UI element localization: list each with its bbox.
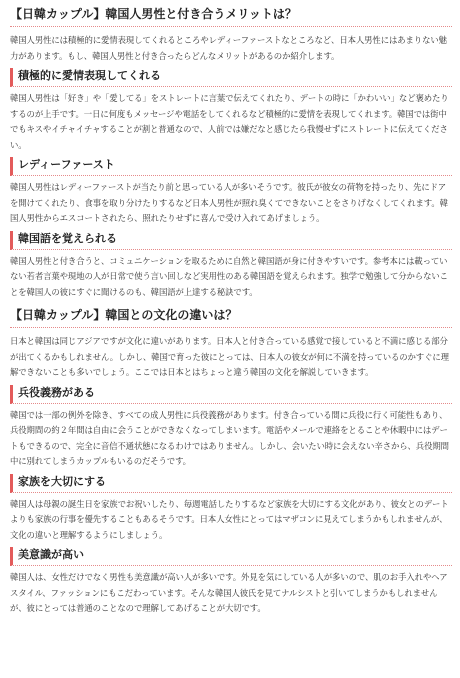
section-heading-merits: 【日韓カップル】韓国人男性と付き合うメリットは？	[10, 3, 452, 27]
subheading-military-service: 兵役義務がある	[10, 385, 452, 404]
paragraph-affection: 韓国人男性は「好き」や「愛してる」をストレートに言葉で伝えてくれたり、デートの時に「かわいい」など褒めたりするのが上手です。一日に何度もメッセージや電話をしてくれるなど積極的に愛情を表現してくれます。韓国では街中でもキスやイチャイチャすることが割と普通なので、人前では嫌だなと感じたら我慢せずにストレートに伝えてください。	[10, 93, 449, 150]
subheading-affection: 積極的に愛情表現してくれる	[10, 68, 452, 87]
subheading-ladies-first: レディーファースト	[10, 157, 452, 176]
paragraph-military-service: 韓国では一部の例外を除き、すべての成人男性に兵役義務があります。付き合っている間に兵役に行く可能性もあり、兵役期間の約２年間は自由に会うことができなくなってしまいます。電話やメールで連絡をとることや休暇中にはデートもできるので、完全に音信不通状態になるわけではありません。しかし、会いたい時に会えない辛さから、兵役期間中に別れてしまうカップルもいるのだそうです。	[10, 409, 449, 466]
subheading-beauty: 美意識が高い	[10, 547, 452, 566]
section-intro-merits: 韓国人男性には積極的に愛情表現してくれるところやレディーファーストなところなど、日本人男性にはあまりない魅力があります。もし、韓国人男性と付き合ったらどんなメリットがあるのか紹介します。	[10, 35, 447, 61]
paragraph-family: 韓国人は母親の誕生日を家族でお祝いしたり、毎週電話したりするなど家族を大切にする文化があり、彼女とのデートよりも家族の行事を優先することもあるそうです。日本人女性にとってはマザコンに見えてしまうかもしれませんが、文化の違いと理解するようにしましょう。	[10, 498, 449, 540]
section-heading-culture: 【日韓カップル】韓国との文化の違いは？	[10, 304, 452, 328]
paragraph-ladies-first: 韓国人男性はレディーファーストが当たり前と思っている人が多いそうです。彼氏が彼女の荷物を持ったり、先にドアを開けてくれたり、食事を取り分けたりするなど日本人男性が照れ臭くてできないことをさりげなくしてくれます。韓国人男性からエスコートされたら、照れたりせずに喜んで受け入れてあげましょう。	[10, 182, 448, 223]
subheading-korean-language: 韓国語を覚えられる	[10, 231, 452, 250]
subheading-family: 家族を大切にする	[10, 474, 452, 493]
section-intro-culture: 日本と韓国は同じアジアですが文化に違いがあります。日本人と付き合っている感覚で接していると不満に感じる部分が出てくるかもしれません。しかし、韓国で育った彼にとっては、日本人の彼女が何に不満を持っているのかすぐに理解できないことも多いでしょう。ここでは日本とはちょっと違う韓国の文化を解説していきます。	[10, 336, 449, 377]
paragraph-beauty: 韓国人は、女性だけでなく男性も美意識が高い人が多いです。外見を気にしている人が多いので、肌のお手入れやヘアスタイル、ファッションにもこだわっています。そんな韓国人彼氏を見てナルシストと引いてしまうかもしれませんが、彼にとっては普通のことなので理解してあげることが大切です。	[10, 572, 448, 613]
paragraph-korean-language: 韓国人男性と付き合うと、コミュニケーションを取るために自然と韓国語が身に付きやすいです。参考本には載っていない若者言葉や現地の人が日常で使う言い回しなど実用性のある韓国語を覚えられます。独学で勉強して分からないことを韓国人の彼にすぐに聞けるのも、韓国語が上達する秘訣です。	[10, 255, 448, 297]
